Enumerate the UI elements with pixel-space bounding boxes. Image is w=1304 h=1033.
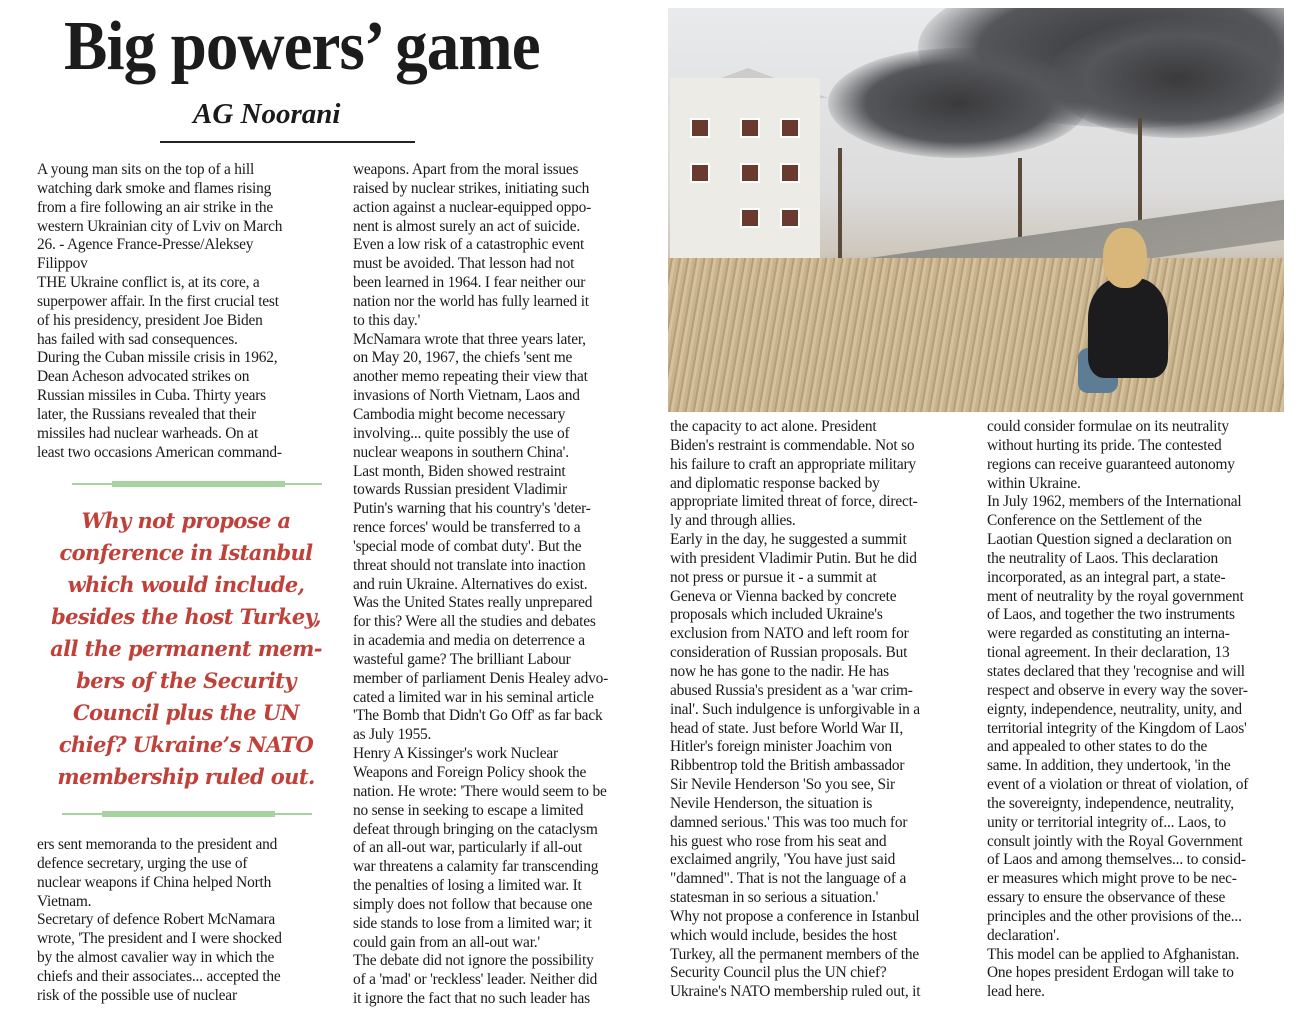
house xyxy=(670,78,820,258)
column-1-bottom: ers sent memoranda to the president and defence secretary, urging the use of nuclear weapons if China helped North Vietnam. Secretary of defence Robert McNamara wrote, 'The president and I were shocked by the almost cavalier way in which the chiefs and their associates... accepted the risk of the possible use of nuclear xyxy=(37,836,282,1004)
column-2: weapons. Apart from the moral issues raised by nuclear strikes, initiating such action against a nuclear-equipped oppo- nent is almost surely an act of suicide. Even a low risk of a catastrophic event must be avoided. That lesson had not been learned in 1964. I fear neither our nation nor the world has fully learned it to this day.' McNamara wrote that three years later, on May 20, 1967, the chiefs 'sent me another memo repeating their view that invasions of North Vietnam, Laos and Cambodia might become necessary involving... quite possibly the use of nuclear weapons in southern China'. Last month, Biden showed restraint towards Russian president Vladimir Putin's warning that his country's 'deter- rence forces' would be transferred to a 'special mode of combat duty'. But the threat should not translate into inaction and ruin Ukraine. Alternatives do exist. Was the United States really unprepared for this? Were all the studies and debates in academia and media on deterrence a wasteful game? The brilliant Labour member of parliament Denis Healey advo- cated a limited war in his seminal article 'The Bomb that Didn't Go Off' as far back as July 1955. Henry A Kissinger's work Nuclear Weapons and Foreign Policy shook the nation. He wrote: 'There would seem to be no sense in seeking to escape a limited defeat through bringing on the cataclysm of an all-out war, particularly if all-out war threatens a calamity far transcending the penalties of losing a limited war. It simply does not follow that because one side stands to lose from a limited war; it could gain from an all-out war.' The debate did not ignore the possibility of a 'mad' or 'reckless' leader. Neither did it ignore the fact that no such leader has xyxy=(353,161,609,1008)
pullquote: Why not propose a conference in Istanbul which would include, besides the host Turkey, all the permanent mem- bers of the Security Council plus the UN chief? Ukraine’s NATO membership ruled out. xyxy=(50,508,322,789)
byline: AG Noorani xyxy=(193,98,341,130)
byline-divider xyxy=(160,141,415,143)
news-photo xyxy=(668,8,1284,412)
pullquote-bottom-rule xyxy=(62,813,312,815)
seated-woman xyxy=(1073,228,1173,398)
column-3: the capacity to act alone. President Biden's restraint is commendable. Not so his failure to craft an appropriate military and diplomatic response backed by appropriate limited threat of force, direct- ly and through allies. Early in the day, he suggested a summit with president Vladimir Putin. But he did not press or pursue it - a summit at Geneva or Vienna backed by concrete proposals which included Ukraine's exclusion from NATO and left room for consideration of Russian proposals. But now he has gone to the nadir. He has abused Russia's president as a 'war crim- inal'. Such indulgence is unforgivable in a head of state. Just before World War II, Hitler's foreign minister Joachim von Ribbentrop told the British ambassador Sir Nevile Henderson 'So you see, Sir Nevile Henderson, the situation is damned serious.' This was too much for his guest who rose from his seat and exclaimed angrily, 'You have just said "damned". That is not the language of a statesman in so serious a situation.' Why not propose a conference in Istanbul which would include, besides the host Turkey, all the permanent members of the Security Council plus the UN chief? Ukraine's NATO membership ruled out, it xyxy=(670,418,921,1001)
headline: Big powers’ game xyxy=(64,8,540,85)
pullquote-top-rule xyxy=(72,483,322,485)
column-1-top: A young man sits on the top of a hill watching dark smoke and flames rising from a fire following an air strike in the western Ukrainian city of Lviv on March 26. - Agence France-Presse/Aleksey Filippov THE Ukraine conflict is, at its core, a superpower affair. In the first crucial test of his presidency, president Joe Biden has failed with sad consequences. During the Cuban missile crisis in 1962, Dean Acheson advocated strikes on Russian missiles in Cuba. Thirty years later, the Russians revealed that their missiles had nuclear warheads. On at least two occasions American command- xyxy=(37,161,283,461)
column-4: could consider formulae on its neutrality without hurting its pride. The contested regions can receive guaranteed autonomy within Ukraine. In July 1962, members of the International Conference on the Settlement of the Laotian Question signed a declaration on the neutrality of Laos. This declaration incorporated, as an integral part, a state- ment of neutrality by the royal government of Laos, and together the two instruments were regarded as constituting an interna- tional agreement. In their declaration, 13 states declared that they 'recognise and will respect and observe in every way the sover- eignty, independence, neutrality, unity, and territorial integrity of the Kingdom of Laos' and appealed to other states to do the same. In addition, they undertook, 'in the event of a violation or threat of violation, of the sovereignty, independence, neutrality, unity or territorial integrity of... Laos, to consult jointly with the Royal Government of Laos and among themselves... to consid- er measures which might prove to be nec- essary to ensure the observance of these principles and the other provisions of the... declaration'. This model can be applied to Afghanistan. One hopes president Erdogan will take to lead here. xyxy=(987,418,1249,1001)
